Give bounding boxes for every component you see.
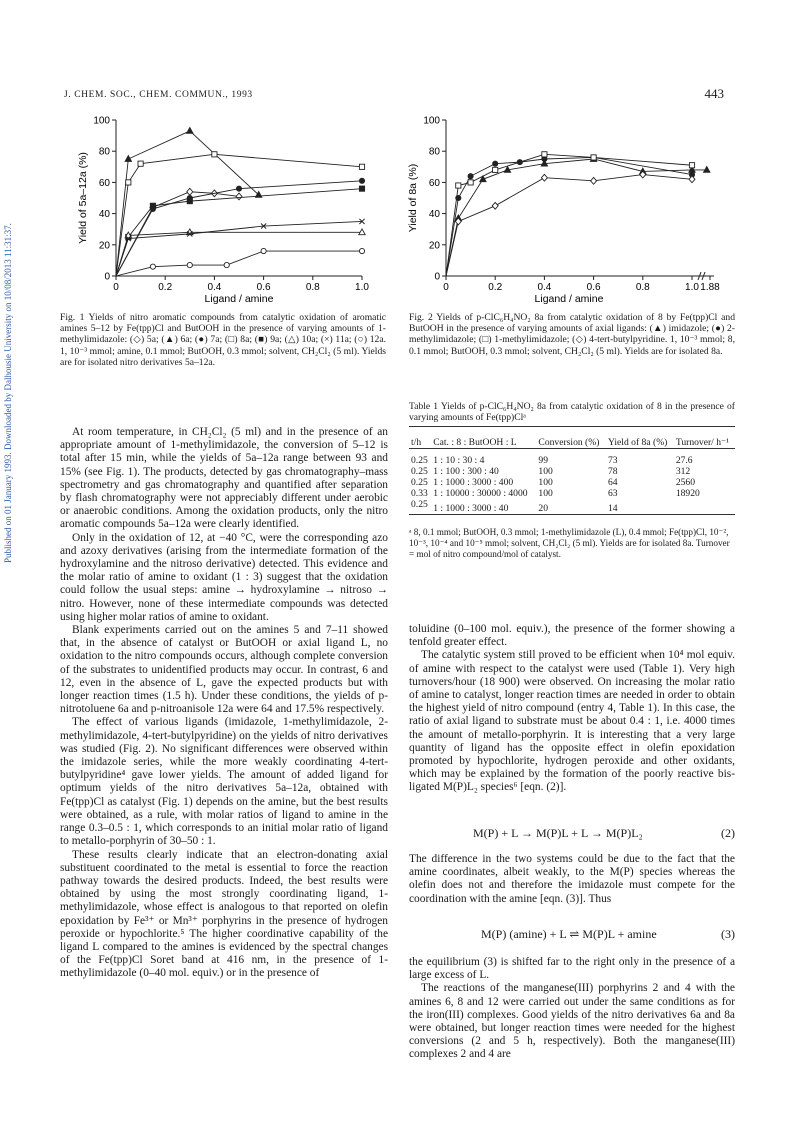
table-title: Table 1 Yields of p-ClC₆H₄NO₂ 8a from catalytic oxidation of 8 in the presence of varying amounts of Fe(tpp)Clᵃ	[409, 401, 735, 424]
data-point	[689, 176, 695, 183]
right-column-end	[409, 956, 735, 1062]
data-point	[187, 188, 193, 195]
running-header	[64, 86, 724, 101]
y-tick-label: 80	[428, 146, 440, 158]
series-line	[446, 175, 692, 276]
data-point	[456, 183, 461, 188]
y-axis-label: Yield of 8a (%)	[407, 163, 419, 233]
series-4-tert-butylpyridine	[446, 171, 695, 276]
equation-2	[409, 826, 735, 842]
x-tick-label: 1.88	[700, 282, 720, 293]
paragraph: toluidine (0–100 mol. equiv.), the presence of the former showing a tenfold greater effect.	[409, 623, 735, 649]
table-cell: 27.6	[675, 455, 693, 467]
data-point	[493, 167, 498, 172]
table-cell: 63	[607, 488, 618, 500]
x-tick-label: 0.8	[305, 282, 320, 293]
paragraph: The effect of various ligands (imidazole, 1-methylimidazole, 2-methylimidazole, 4-tert-butylpyridine) on the yields of nitro derivatives was studied (Fig. 2). No significant differences were observed within the imidazole series, while the more weakly coordinating 4-tert-butylpyridine⁴ gave lower yields. The amount of added ligand for optimum yields of the nitro derivatives 5a–12a, obtained with Fe(tpp)Cl as catalyst (Fig. 1) depends on the amine, but the best results were obtained, as a rule, with molar ratios of ligand to amine in the range 0.3–0.5 : 1, which corresponds to an initial molar ratio of ligand to metallo-porphyrin of 30–50 : 1.	[60, 716, 388, 848]
data-point	[126, 180, 131, 185]
paragraph: Only in the oxidation of 12, at −40 °C, were the corresponding azo and azoxy derivatives (arising from the intermediate formation of the hydroxylamine and the nitroso derivative) detected. This evidence and the molar ratio of amine to oxidant (1 : 3) suggest that the oxidation could follow the usual steps: amine → hydroxylamine → nitroso → nitro. However, none of these intermediate compounds was detected using higher molar ratios of amine to oxidant.	[60, 531, 388, 623]
series-8a	[116, 152, 365, 276]
table-cell: 0.25	[411, 466, 428, 478]
download-notice: Published on 01 January 1993. Downloaded by Dalhousie University on 10/08/2013 11:31:37.	[3, 223, 13, 563]
data-point	[468, 180, 473, 185]
left-column	[60, 426, 388, 981]
equation-text: M(P) (amine) + L ⇌ M(P)L + amine	[481, 927, 657, 941]
y-tick-label: 100	[93, 115, 110, 127]
data-point	[236, 186, 241, 191]
y-tick-label: 40	[98, 209, 110, 221]
y-tick-label: 60	[428, 177, 440, 189]
data-point	[359, 229, 365, 235]
paragraph: The difference in the two systems could be due to the fact that the amine coordinates, albeit weakly, to the M(P) species whereas the olefin does not and therefore the imidazole must compete for the coordination with the amine [eqn. (3)]. Thus	[409, 853, 735, 905]
y-axis-label: Yield of 5a–12a (%)	[77, 152, 89, 244]
x-tick-label: 0.4	[207, 282, 222, 293]
series-line	[116, 154, 362, 276]
series-line	[116, 251, 362, 276]
x-tick-label: 0	[113, 282, 119, 293]
table-cell: 0.25	[411, 477, 428, 489]
table-cell: 73	[607, 455, 618, 467]
table-header: Conversion (%)	[538, 437, 600, 449]
x-tick-label: 0.2	[488, 282, 503, 293]
y-tick-label: 0	[104, 271, 110, 283]
paragraph: Blank experiments carried out on the amines 5 and 7–11 showed that, in the absence of catalyst or ButOOH or axial ligand L, no oxidation to the nitro compounds occurs, although complete conversion of the substrates to unidentified products may occur. In contrast, 6 and 12, even in the absence of L, gave the expected products but with longer reaction times (1.5 h). Under these conditions, the yields of p-nitrotoluene 6a and p-nitroanisole 12a were 64 and 17.5% respectively.	[60, 624, 388, 716]
data-point	[704, 167, 710, 173]
data-point	[150, 264, 155, 269]
data-point	[541, 174, 547, 181]
table-header: Yield of 8a (%)	[607, 437, 668, 449]
data-point	[468, 174, 473, 179]
table-header-row	[409, 427, 735, 449]
paragraph: The reactions of the manganese(III) porphyrins 2 and 4 with the amines 6, 8 and 12 were carried out under the same conditions as for the iron(III) complexes. Good yields of the nitro derivatives 6a and 8a were obtained, but longer reaction times were needed for the highest conversions (2 and 5 h, respectively). Both the manganese(III) complexes 2 and 4 are	[409, 982, 735, 1061]
paragraph: the equilibrium (3) is shifted far to the right only in the presence of a large excess of L.	[409, 956, 735, 982]
data-point	[224, 262, 229, 267]
series-2-methylimidazole	[446, 155, 695, 276]
equation-number: (2)	[721, 826, 735, 840]
series-line	[446, 154, 692, 276]
data-point	[125, 156, 131, 162]
right-column-cont	[409, 853, 735, 906]
table-cell: 18920	[675, 488, 700, 500]
table-cell: 2560	[675, 477, 695, 489]
journal-header: J. CHEM. SOC., CHEM. COMMUN., 1993	[64, 90, 253, 100]
data-point	[591, 155, 596, 160]
series-1-methylimidazole	[446, 152, 695, 276]
page-number: 443	[704, 86, 724, 101]
data-point	[187, 128, 193, 134]
data-point	[236, 193, 242, 200]
y-tick-label: 20	[98, 240, 110, 252]
series-12a	[116, 248, 365, 276]
table-cell: 100	[538, 477, 553, 489]
data-point	[359, 164, 364, 169]
data-point	[542, 152, 547, 157]
data-point	[493, 161, 498, 166]
table-cell: 99	[538, 455, 549, 467]
table-header: Turnover/ h⁻¹	[675, 437, 729, 449]
paragraph: The catalytic system still proved to be efficient when 10⁴ mol equiv. of amine with respect to the catalyst were used (Table 1). Very high turnovers/hour (18 900) were observed. On increasing the molar ratio of amine to catalyst, longer reaction times are needed in order to obtain the highest yield of nitro compound (entry 4, Table 1). In this case, the ratio of axial ligand to substrate must be about 0.4 : 1, i.e. 4000 times the amount of metallo-porphyrin. It is interesting that a very large quantity of ligand has the opposite effect in olefin epoxidation promoted by hypochlorite, hydrogen peroxide and other oxidants, which may be explained by the formation of the poorly reactive bis-ligated M(P)L₂ species⁶ [eqn. (2)].	[409, 649, 735, 794]
fig2-caption: Fig. 2 Yields of p-ClC₆H₄NO₂ 8a from catalytic oxidation of 8 by Fe(tpp)Cl and ButOOH in the presence of varying amounts of axial ligands: (▲) imidazole; (●) 2-methylimidazole; (□) 1-methylimidazole; (◇) 4-tert-butylpyridine. 1, 10⁻³ mmol; 8, 0.1 mmol; ButOOH, 0.3 mmol; solvent, CH₂Cl₂ (5 ml). Yields are for isolated 8a.	[409, 312, 735, 357]
x-tick-label: 0.6	[256, 282, 271, 293]
fig2-chart	[400, 108, 740, 308]
fig1-caption: Fig. 1 Yields of nitro aromatic compounds from catalytic oxidation of aromatic amines 5–12 by Fe(tpp)Cl and ButOOH in the presence of varying amounts of 1-methylimidazole: (◇) 5a; (▲) 6a; (●) 7a; (□) 8a; (■) 9a; (△) 10a; (×) 11a; (○) 12a. 1, 10⁻³ mmol; amine, 0.1 mmol; ButOOH, 0.3 mmol; solvent, CH₂Cl₂ (5 ml). Yields are for isolated nitro derivatives 5a–12a.	[60, 312, 386, 368]
equation-text: M(P) + L → M(P)L + L → M(P)L₂	[473, 826, 643, 840]
table-cell: 1 : 1000 : 3000 : 400	[433, 477, 514, 489]
table-row	[409, 499, 735, 515]
x-tick-label: 0.4	[537, 282, 552, 293]
table-row	[409, 466, 735, 477]
y-tick-label: 60	[98, 177, 110, 189]
table-cell: 1 : 10000 : 30000 : 4000	[433, 488, 528, 500]
table-footnote: ᵃ 8, 0.1 mmol; ButOOH, 0.3 mmol; 1-methylimidazole (L), 0.4 mmol; Fe(tpp)Cl, 10⁻², 10⁻³, 10⁻⁴ and 10⁻⁵ mmol; solvent, CH₂Cl₂ (5 ml). Yields are for isolated 8a. Turnover = mol of nitro compound/mol of catalyst.	[409, 527, 730, 559]
x-tick-label: 1.0	[685, 282, 699, 293]
series-line	[116, 192, 239, 276]
y-tick-label: 40	[428, 209, 440, 221]
table-cell: 20	[538, 503, 549, 515]
data-point	[187, 262, 192, 267]
table-cell	[674, 499, 735, 515]
table-cell: 0.33	[411, 488, 428, 500]
y-tick-label: 80	[98, 146, 110, 158]
table-cell: 1 : 100 : 300 : 40	[433, 466, 499, 478]
x-tick-label: 0.6	[586, 282, 601, 293]
y-tick-label: 20	[428, 240, 440, 252]
download-sidebar	[0, 118, 12, 678]
data-point	[359, 186, 364, 191]
fig2-axes	[407, 116, 720, 306]
series-7a	[116, 178, 365, 276]
data-point	[492, 202, 498, 209]
data-table	[409, 426, 735, 515]
table-1	[409, 401, 735, 560]
data-point	[591, 177, 597, 184]
data-point	[150, 203, 155, 208]
series-9a	[116, 186, 365, 276]
fig1-axes	[77, 116, 369, 306]
table-cell: 1 : 1000 : 3000 : 40	[433, 503, 509, 515]
table-cell: 312	[675, 466, 691, 478]
data-point	[187, 199, 192, 204]
data-point	[359, 178, 364, 183]
table-cell: 14	[607, 503, 618, 515]
paragraph: These results clearly indicate that an electron-donating axial substituent coordinated to the metal is essential to force the reaction pathway towards the desired products. Indeed, the best results were obtained by using the most strongly coordinating ligand, 1-methylimidazole, whose effect is analogous to that reported on olefin epoxidation by Fe³⁺ or Mn³⁺ porphyrins in the presence of hydrogen peroxide or hypochlorite.⁵ The higher coordinative capability of the ligand L compared to the amines is evidenced by the spectral changes of the Fe(tpp)Cl Soret band at 416 nm, in the presence of 1-methylimidazole (0–40 mol. equiv.) or in the presence of	[60, 848, 388, 980]
table-cell: 1 : 10 : 30 : 4	[433, 455, 485, 467]
table-cell: 0.25	[411, 455, 428, 467]
x-axis-label: Ligand / amine	[534, 293, 604, 305]
fig1-chart	[60, 108, 390, 308]
x-tick-label: 1.0	[355, 282, 369, 293]
table-row	[409, 477, 735, 488]
table-row	[409, 488, 735, 499]
table-header: t/h	[411, 437, 422, 449]
x-tick-label: 0	[443, 282, 449, 293]
x-tick-label: 0.8	[635, 282, 650, 293]
equation-number: (3)	[721, 927, 735, 941]
data-point	[261, 248, 266, 253]
data-point	[138, 161, 143, 166]
y-tick-label: 0	[434, 271, 440, 283]
fig1-series	[116, 128, 365, 276]
x-axis-label: Ligand / amine	[204, 293, 274, 305]
table-cell: 0.25	[411, 499, 428, 511]
paragraph: At room temperature, in CH₂Cl₂ (5 ml) and in the presence of an appropriate amount of 1-methylimidazole, the conversion of 5–12 is total after 15 min, while the yields of 5a–12a range between 93 and 15% (see Fig. 1). The products, detected by gas chromatography–mass spectrometry and gas chromatography and quantified after separation by flash chromatography were not appreciably different under aerobic or anaerobic conditions. Among the oxidation products, only the nitro aromatic compounds 5a–12a were clearly identified.	[60, 426, 388, 531]
x-tick-label: 0.2	[158, 282, 173, 293]
data-point	[689, 163, 694, 168]
table-cell: 78	[607, 466, 618, 478]
series-imidazole	[446, 156, 710, 276]
right-column	[409, 623, 735, 795]
table-cell: 100	[538, 488, 553, 500]
table-cell: 64	[607, 477, 618, 489]
fig2-series	[446, 152, 710, 276]
equation-3	[409, 927, 735, 943]
table-header: Cat. : 8 : ButOOH : L	[433, 437, 517, 449]
data-point	[359, 248, 364, 253]
table-cell: 100	[538, 466, 553, 478]
table-row	[409, 449, 735, 467]
y-tick-label: 100	[423, 115, 440, 127]
data-point	[212, 152, 217, 157]
